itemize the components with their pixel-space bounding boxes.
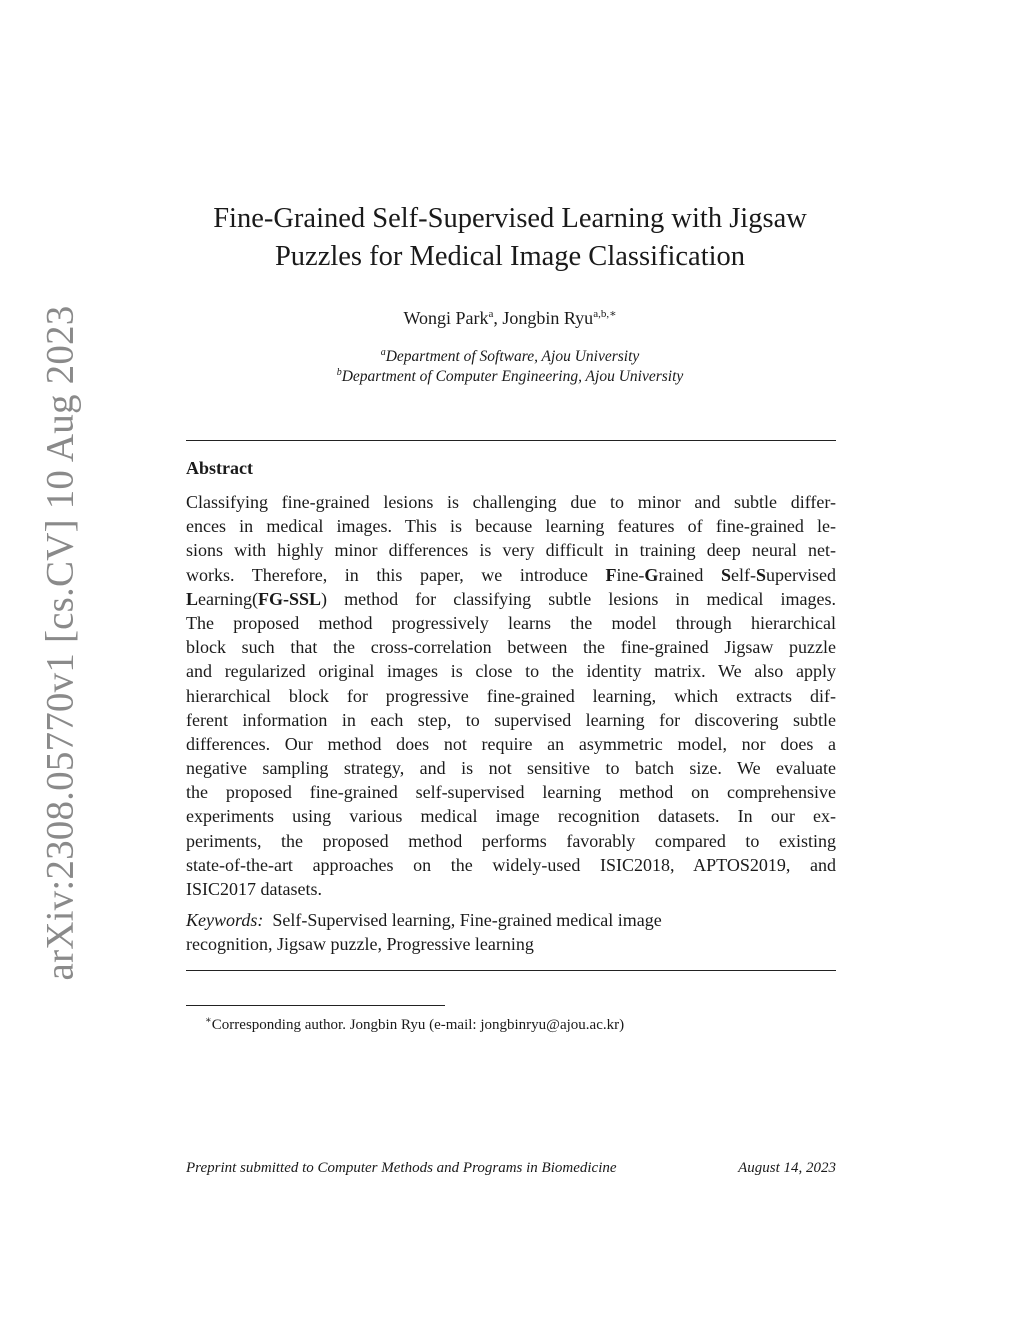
abstract-line: negative sampling strategy, and is not sensitive to batch size. We evaluate: [186, 758, 836, 779]
footer-date: August 14, 2023: [738, 1160, 836, 1176]
abstract-line: Learning(FG-SSL) method for classifying subtle lesions in medical images.: [186, 588, 836, 609]
page-footer: [186, 1160, 836, 1177]
affiliation-text: Department of Computer Engineering, Ajou University: [341, 368, 684, 386]
keywords-line: [186, 908, 836, 932]
affiliation-mark: a: [380, 347, 386, 358]
footer-journal: Preprint submitted to Computer Methods and Programs in Biomedicine: [186, 1160, 617, 1176]
footnote-text: Corresponding author. Jongbin Ryu (e-mail: jongbinryu@ajou.ac.kr): [211, 1017, 625, 1033]
abstract-body: [186, 490, 836, 901]
author-list: [140, 302, 880, 330]
abstract-line: ISIC2017 datasets.: [186, 879, 322, 899]
author-name: Wongi Park: [403, 308, 489, 328]
abstract-line: state-of-the-art approaches on the widely-used ISIC2018, APTOS2019, and: [186, 854, 836, 875]
abstract-line: ferent information in each step, to supervised learning for discovering subtle: [186, 709, 836, 730]
abstract-line: The proposed method progressively learns the model through hierarchical: [186, 612, 836, 633]
abstract-line: hierarchical block for progressive fine-grained learning, which extracts dif-: [186, 685, 836, 706]
abstract-line: the proposed fine-grained self-supervised learning method on comprehensive: [186, 782, 836, 803]
author-affiliation-mark: a: [488, 308, 494, 320]
abstract-top-rule: [186, 440, 836, 441]
footnote: [205, 1011, 624, 1035]
affiliation-text: Department of Software, Ajou University: [385, 348, 640, 366]
keywords-label: Keywords:: [186, 910, 264, 930]
author-separator: ,: [493, 308, 503, 328]
footnote-rule: [186, 1005, 445, 1006]
abstract-line: Classifying fine-grained lesions is challenging due to minor and subtle differ-: [186, 492, 836, 512]
title-line-2: Puzzles for Medical Image Classification: [274, 241, 746, 272]
affiliation-mark: b: [336, 367, 342, 378]
arxiv-identifier: arXiv:2308.05770v1 [cs.CV] 10 Aug 2023: [38, 305, 82, 981]
abstract-bottom-rule: [186, 970, 836, 971]
author-name: Jongbin Ryu: [502, 308, 594, 328]
footnote-mark: ∗: [205, 1015, 212, 1026]
abstract-line: ences in medical images. This is because learning features of fine-grained le-: [186, 516, 836, 537]
keywords: [186, 908, 836, 956]
title-line-1: Fine-Grained Self-Supervised Learning with Jigsaw: [213, 203, 807, 234]
abstract-heading: Abstract: [186, 458, 253, 478]
affiliation: [140, 363, 880, 387]
keywords-line: recognition, Jigsaw puzzle, Progressive learning: [186, 934, 534, 955]
abstract-line: experiments using various medical image recognition datasets. In our ex-: [186, 806, 836, 827]
abstract-line: differences. Our method does not require an asymmetric model, nor does a: [186, 733, 836, 754]
abstract-line: works. Therefore, in this paper, we introduce Fine-Grained Self-Supervised: [186, 564, 836, 585]
abstract-line: and regularized original images is close to the identity matrix. We also apply: [186, 661, 836, 682]
paper-title: [140, 200, 880, 276]
keywords-text: Self-Supervised learning, Fine-grained medical image: [272, 910, 662, 930]
abstract-line: periments, the proposed method performs favorably compared to existing: [186, 830, 836, 851]
author-affiliation-mark: a,b,∗: [593, 308, 617, 320]
abstract-line: sions with highly minor differences is very difficult in training deep neural net-: [186, 540, 836, 561]
abstract-line: block such that the cross-correlation between the fine-grained Jigsaw puzzle: [186, 637, 836, 658]
